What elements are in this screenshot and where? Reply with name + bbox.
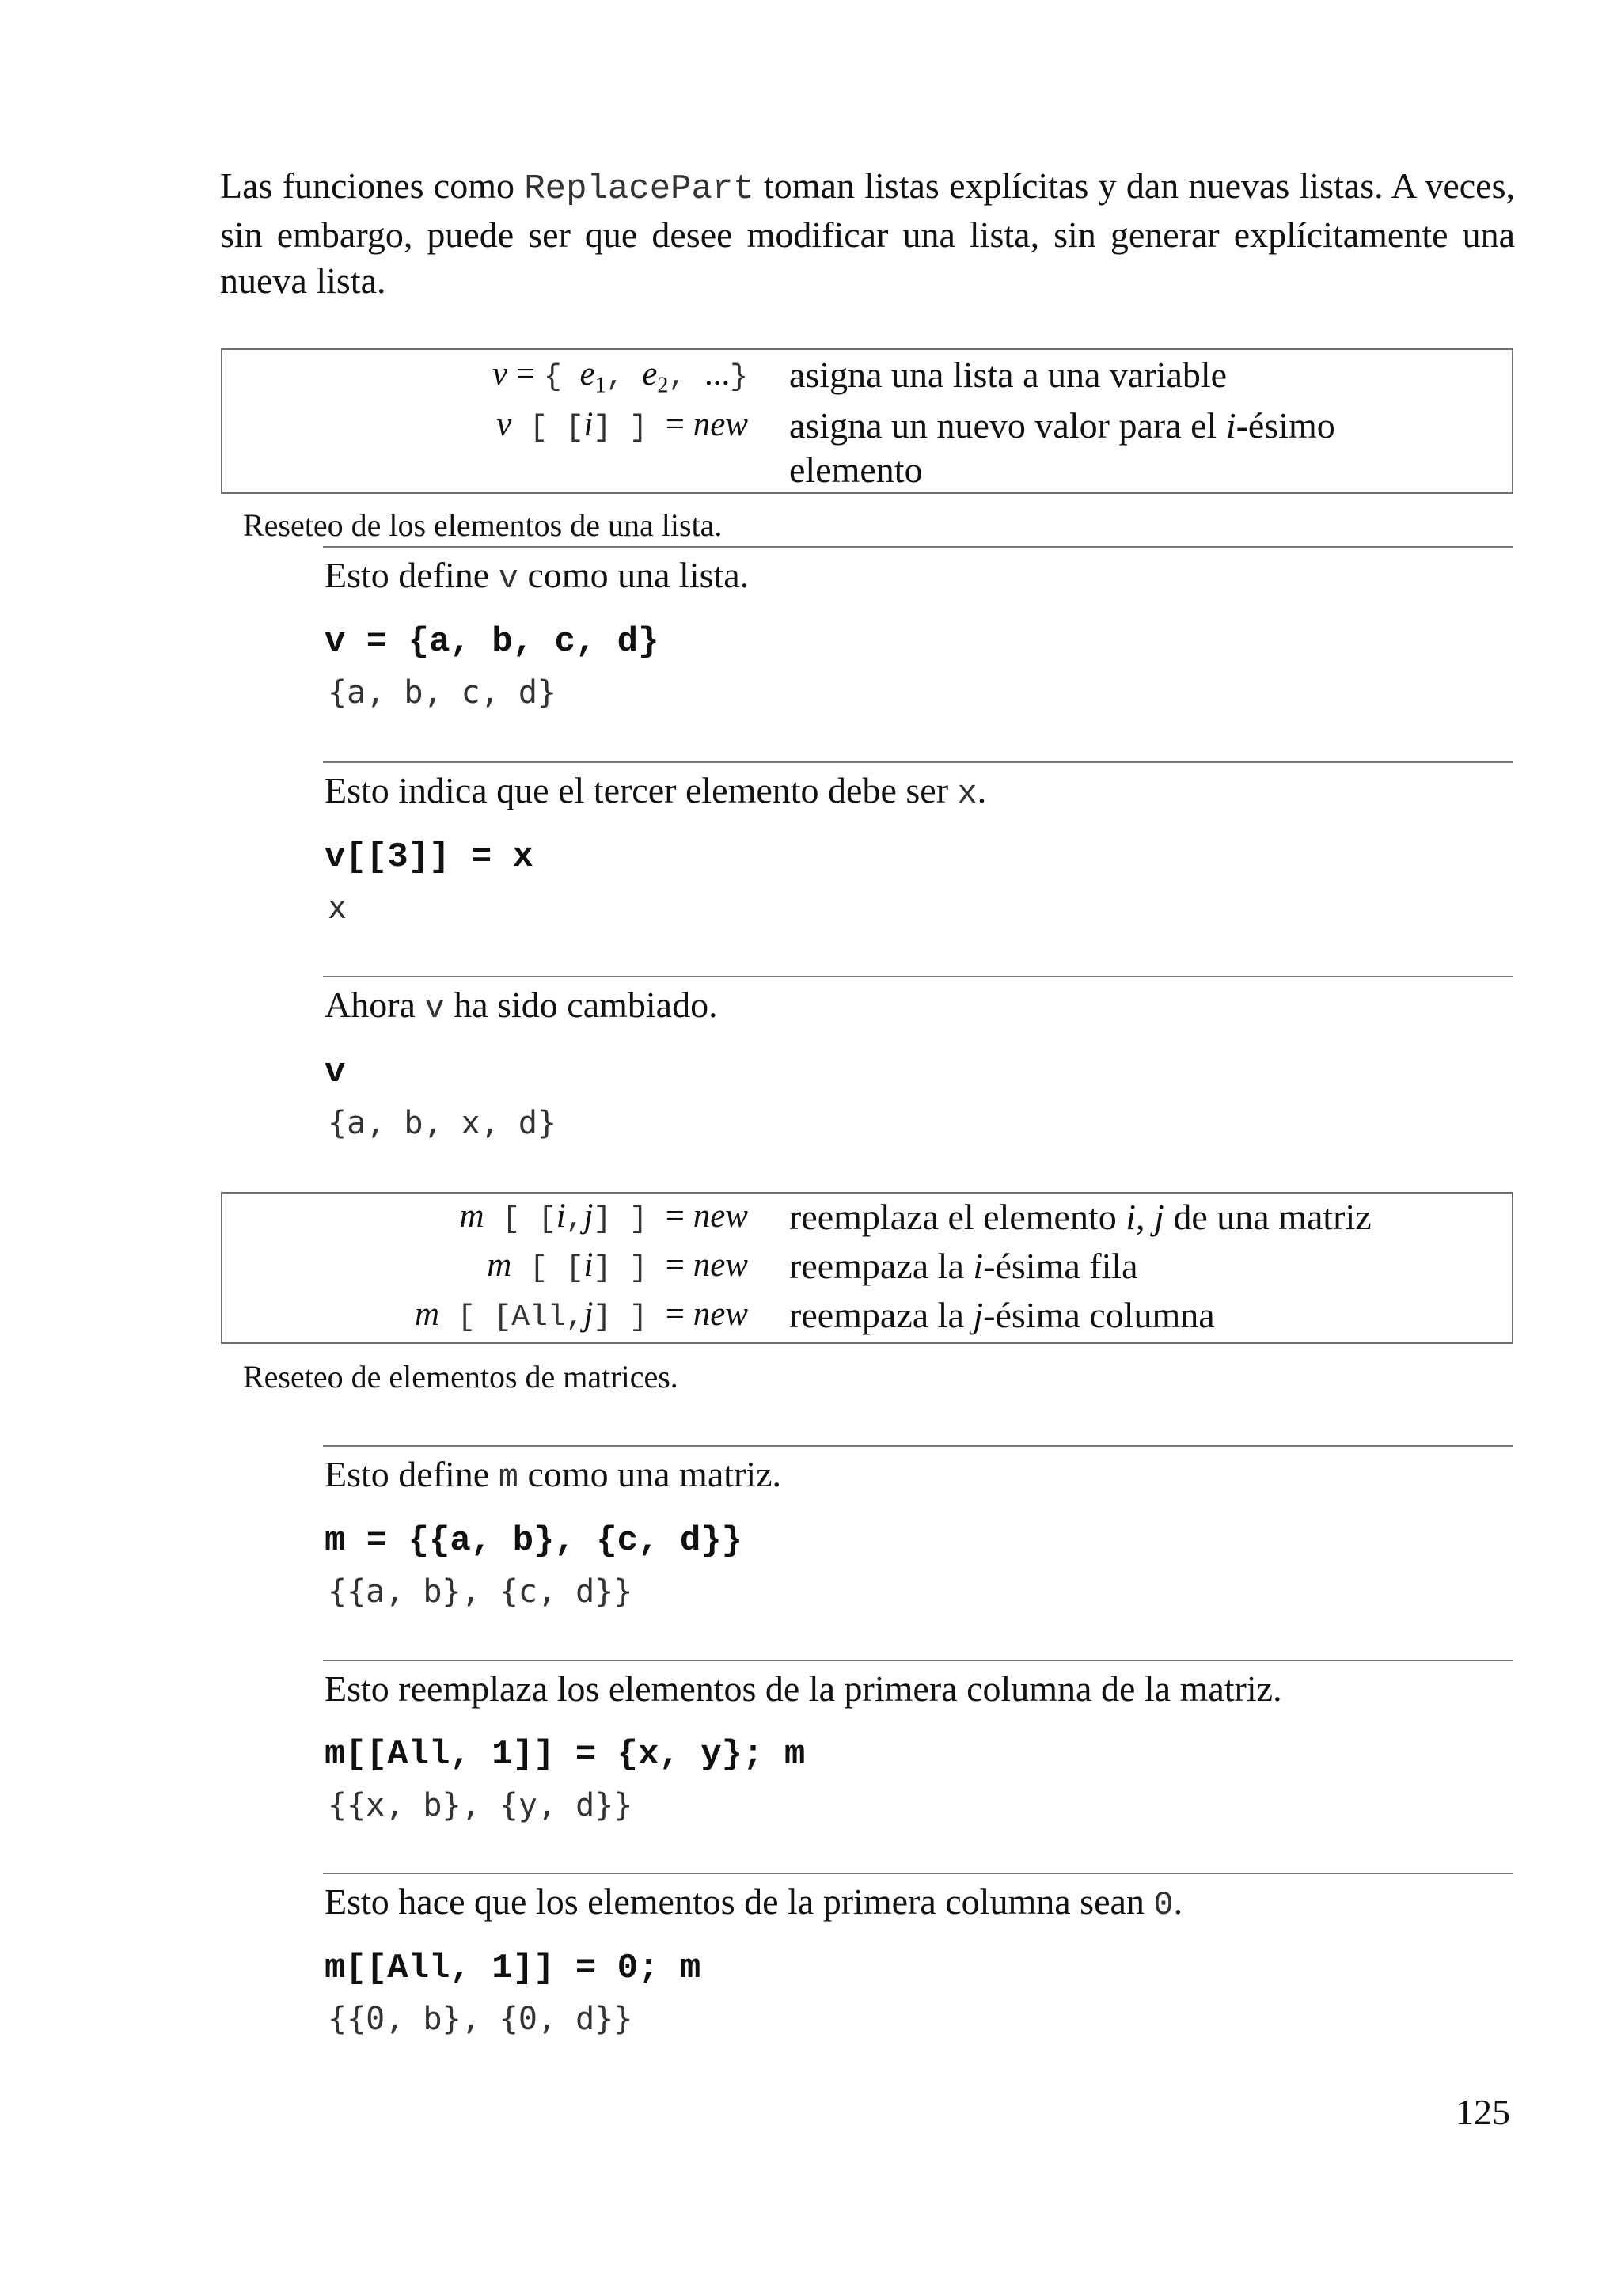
symbol-new: new (693, 1197, 748, 1235)
definition-row (222, 1194, 1512, 1243)
definition-syntax (222, 405, 748, 445)
input-line: v[[3]] = x (325, 837, 534, 877)
symbol-e: e (579, 355, 595, 393)
bracket-open: [ [ (484, 1202, 556, 1236)
output-line: {a, b, x, d} (328, 1105, 556, 1141)
definition-row (222, 1243, 1512, 1292)
symbol-all: All (511, 1300, 566, 1334)
equals-sign: = (507, 355, 544, 393)
definition-description (789, 1293, 1486, 1338)
table-caption: Reseteo de los elementos de una lista. (243, 507, 723, 543)
description-text: -ésima fila (983, 1246, 1138, 1286)
description-text: Esto indica que el tercer elemento debe ser (325, 770, 958, 810)
definition-table-matrices (221, 1192, 1513, 1344)
output-line: {{x, b}, {y, d}} (328, 1787, 633, 1824)
symbol-i: i (556, 1197, 566, 1235)
intro-paragraph (220, 163, 1515, 304)
cell-divider (323, 1873, 1513, 1874)
input-line: m[[All, 1]] = 0; m (325, 1949, 701, 1988)
inline-code: v (424, 989, 445, 1027)
symbol-v: v (496, 406, 512, 443)
inline-code: v (498, 560, 518, 598)
description-text: . (977, 770, 987, 810)
description-text: de una matriz (1164, 1197, 1372, 1237)
ellipsis: ... (704, 355, 731, 393)
input-line: v (325, 1053, 346, 1092)
bracket-close: ] ] (593, 1251, 666, 1285)
description-text: asigna un nuevo valor para el (789, 405, 1226, 446)
description-text: Esto define (325, 1454, 499, 1494)
description-text: -ésima columna (983, 1295, 1215, 1335)
description-text: reempaza la (789, 1246, 974, 1286)
symbol-j: j (1154, 1197, 1164, 1237)
brace-open: { (543, 360, 580, 394)
subscript: 1 (594, 373, 606, 398)
input-line: v = {a, b, c, d} (325, 622, 659, 662)
cell-description (325, 984, 718, 1027)
description-text: ha sido cambiado. (444, 985, 718, 1025)
bracket-close: ] ] (593, 1202, 666, 1236)
description-text: Esto hace que los elementos de la primera columna sean (325, 1881, 1154, 1922)
definition-row (222, 400, 1512, 492)
cell-description (325, 769, 986, 813)
cell-divider (323, 761, 1513, 763)
intro-text-2: toman listas explícitas y dan nuevas listas. A veces, sin embargo, puede ser que desee modificar una lista, sin generar explícitamente una nueva lista. (220, 165, 1515, 301)
equals-sign: = (665, 1247, 693, 1284)
inline-code: x (957, 775, 978, 813)
cell-divider (323, 1660, 1513, 1661)
equals-sign: = (665, 1197, 693, 1235)
symbol-i: i (973, 1246, 984, 1286)
subscript: 2 (657, 373, 669, 398)
description-text: . (1173, 1881, 1183, 1922)
cell-divider (323, 546, 1513, 548)
symbol-j: j (973, 1295, 984, 1335)
comma: , (565, 1300, 584, 1334)
intro-code-replacepart: ReplacePart (524, 169, 754, 209)
cell-divider (323, 1445, 1513, 1447)
symbol-new: new (693, 1247, 748, 1284)
page-number: 125 (1456, 2092, 1510, 2132)
output-line: {a, b, c, d} (328, 674, 556, 711)
definition-syntax (222, 1246, 748, 1285)
symbol-new: new (693, 1296, 748, 1333)
symbol-i: i (583, 1247, 594, 1284)
output-line: {{0, b}, {0, d}} (328, 2001, 633, 2037)
cell-description (325, 1668, 1282, 1710)
description-text: Esto reemplaza los elementos de la primera columna de la matriz. (325, 1668, 1282, 1709)
bracket-open: [ [ (511, 1251, 584, 1285)
comma: , (668, 360, 704, 394)
description-text: -ésimo elemento (789, 405, 1335, 490)
comma: , (565, 1202, 584, 1236)
definition-description (789, 1244, 1486, 1288)
bracket-close: ] ] (593, 1300, 666, 1334)
inline-code: 0 (1153, 1886, 1174, 1924)
definition-syntax (222, 1295, 748, 1334)
input-line: m[[All, 1]] = {x, y}; m (325, 1735, 806, 1774)
symbol-i: i (1225, 405, 1236, 446)
input-line: m = {{a, b}, {c, d}} (325, 1521, 743, 1561)
table-caption: Reseteo de elementos de matrices. (243, 1359, 678, 1395)
symbol-m: m (415, 1296, 440, 1333)
definition-table-lists (221, 348, 1513, 494)
definition-description (789, 1195, 1486, 1239)
definition-row (222, 1292, 1512, 1341)
comma: , (606, 360, 643, 394)
output-line: x (328, 890, 347, 926)
intro-text-1: Las funciones como (220, 165, 525, 206)
bracket-open: [ [ (439, 1300, 512, 1334)
symbol-v: v (492, 355, 508, 393)
description-text: como una matriz. (518, 1454, 782, 1494)
cell-description (325, 1880, 1183, 1924)
definition-syntax (222, 355, 748, 399)
equals-sign: = (665, 1296, 693, 1333)
definition-description: asigna una lista a una variable (789, 355, 1228, 395)
symbol-e: e (642, 355, 658, 393)
symbol-m: m (487, 1247, 512, 1284)
bracket-close: ] ] (593, 411, 666, 445)
definition-description (789, 404, 1391, 492)
output-line: {{a, b}, {c, d}} (328, 1573, 633, 1610)
symbol-j: j (583, 1197, 594, 1235)
cell-description (325, 554, 749, 598)
symbol-i: i (583, 406, 594, 443)
cell-divider (323, 976, 1513, 977)
brace-close: } (730, 360, 748, 394)
cell-description (325, 1453, 781, 1497)
definition-row (222, 350, 1512, 397)
symbol-m: m (459, 1197, 484, 1235)
description-text: Esto define (325, 555, 499, 595)
description-text: Ahora (325, 985, 425, 1025)
description-text: reempaza la (789, 1295, 974, 1335)
definition-syntax (222, 1197, 748, 1236)
description-text: , (1136, 1197, 1155, 1237)
symbol-new: new (693, 406, 748, 443)
inline-code: m (498, 1459, 518, 1497)
symbol-i: i (1126, 1197, 1137, 1237)
equals-sign: = (665, 406, 693, 443)
bracket-open: [ [ (511, 411, 584, 445)
symbol-j: j (583, 1296, 594, 1333)
description-text: como una lista. (518, 555, 750, 595)
description-text: reemplaza el elemento (789, 1197, 1126, 1237)
